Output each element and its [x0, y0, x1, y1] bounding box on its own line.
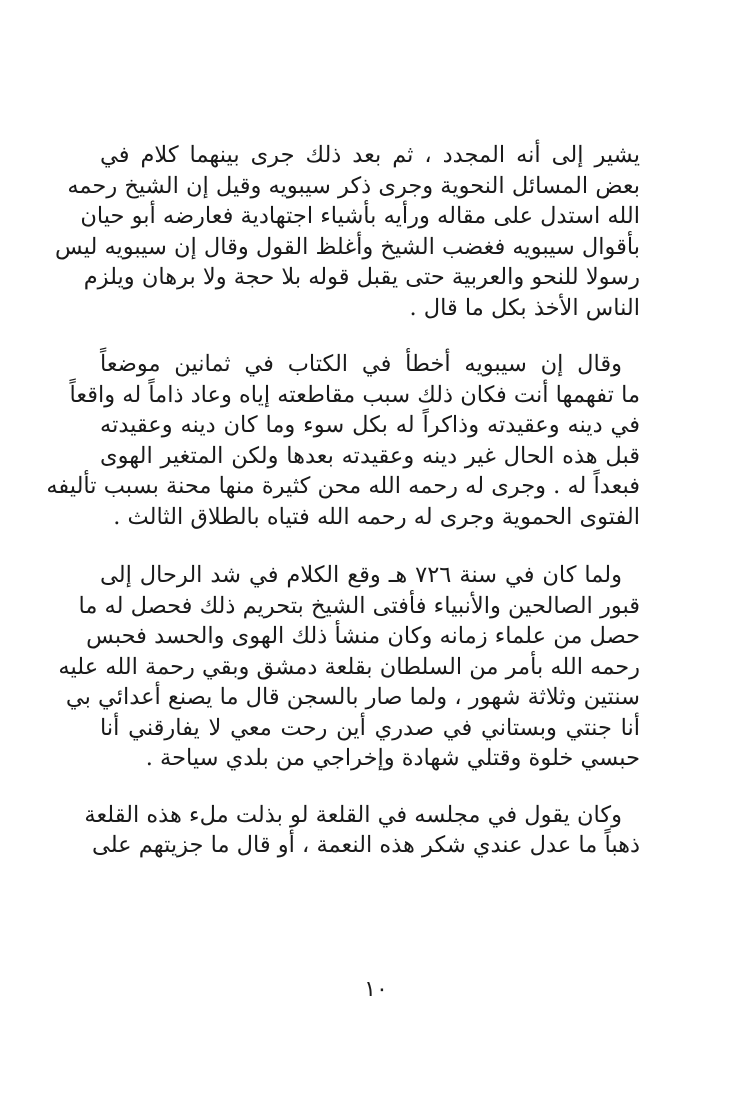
text-line: الفتوى الحموية وجرى له رحمه الله فتياه بالطلاق الثالث . [113, 503, 640, 530]
page-number: ١٠ [364, 977, 388, 1002]
text-line: وكان يقول في مجلسه في القلعة لو بذلت ملء هذه القلعة [84, 801, 622, 828]
text-line: في دينه وعقيدته وذاكراً له بكل سوء وما كان دينه وعقيدته [100, 412, 640, 438]
text-line: حصل من علماء زمانه وكان منشأ ذلك الهوى والحسد فحبس [86, 623, 640, 649]
text-line: قبل هذه الحال غير دينه وعقيدته بعدها ولكن المتغير الهوى [100, 442, 640, 469]
paragraph-3 [58, 560, 640, 774]
text-line: بعض المسائل النحوية وجرى ذكر سيبويه وقيل إن الشيخ رحمه [67, 172, 640, 199]
text-line: بأقوال سيبويه فغضب الشيخ وأغلظ القول وقال إن سيبويه ليس [54, 233, 640, 260]
paragraph-4 [84, 800, 640, 861]
text-line: فبعداً له . وجرى له رحمه الله محن كثيرة منها محنة بسبب تأليفه [46, 473, 640, 499]
text-line: الناس الأخذ بكل ما قال . [409, 294, 640, 321]
page-body [46, 140, 640, 861]
text-line: ولما كان في سنة ٧٢٦ هـ وقع الكلام في شد الرحال إلى [100, 562, 623, 588]
text-line: قبور الصالحين والأنبياء فأفتى الشيخ بتحريم ذلك فحصل له ما [78, 592, 640, 619]
text-line: أنا جنتي وبستاني في صدري أين رحت معي لا يفارقني أنا [100, 714, 640, 741]
text-line: سنتين وثلاثة شهور ، ولما صار بالسجن قال ما يصنع أعدائي بي [65, 684, 640, 710]
paragraph-2 [46, 349, 640, 532]
paragraph-1 [54, 140, 640, 323]
text-line: ما تفهمها أنت فكان ذلك سبب مقاطعته إياه وعاد ذاماً له واقعاً [69, 381, 640, 408]
text-line: وقال إن سيبويه أخطأ في الكتاب في ثمانين موضعاً [100, 351, 622, 377]
text-line: ذهباً ما عدل عندي شكر هذه النعمة ، أو قال ما جزيتهم على [91, 832, 640, 858]
text-line: حبسي خلوة وقتلي شهادة وإخراجي من بلدي سياحة . [145, 745, 640, 771]
text-line: الله استدل على مقاله ورأيه بأشياء اجتهادية فعارضه أبو حيان [80, 203, 640, 229]
text-line: رسولا للنحو والعربية حتى يقبل قوله بلا حجة ولا برهان ويلزم [83, 264, 640, 290]
text-line: يشير إلى أنه المجدد ، ثم بعد ذلك جرى بينهما كلام في [100, 142, 640, 168]
text-line: رحمه الله بأمر من السلطان بقلعة دمشق وبقي رحمة الله عليه [58, 653, 640, 680]
